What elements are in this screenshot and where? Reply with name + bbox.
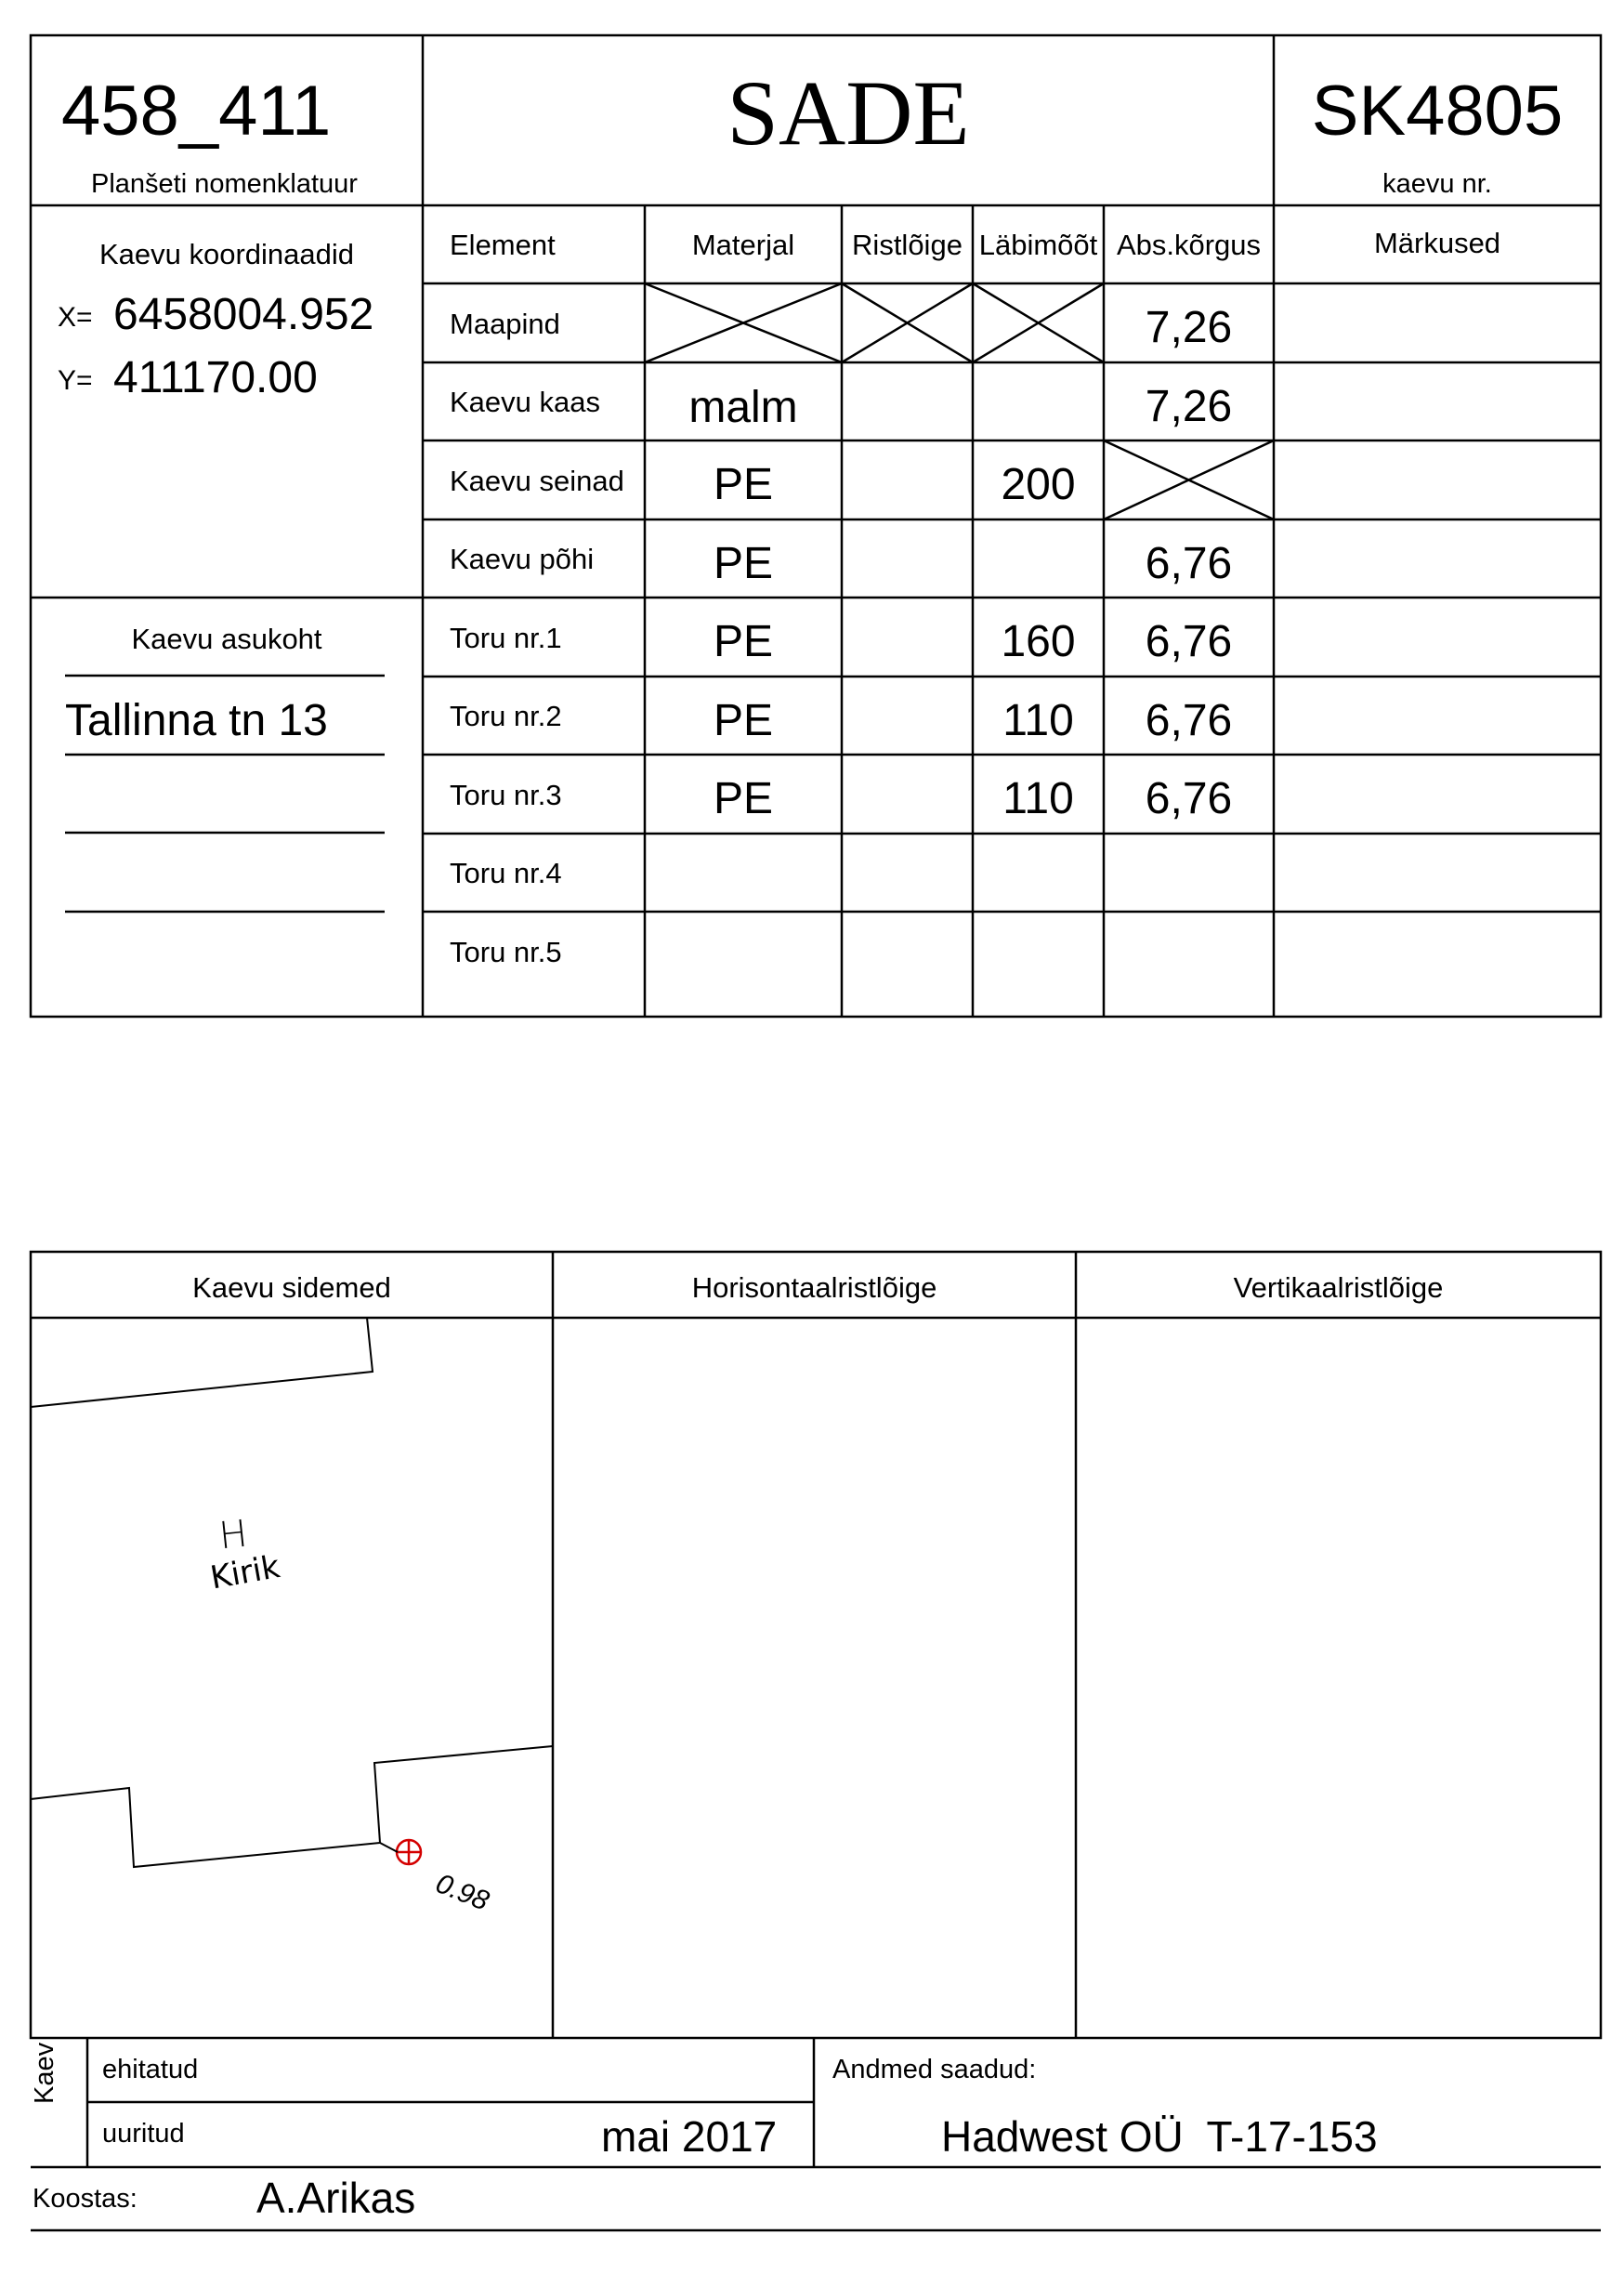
source-value: Hadwest OÜ T-17-153 [941,2112,1378,2161]
row-element: Maapind [450,308,560,340]
well-number: SK4805 [1311,72,1564,151]
map-building-label: Kirik [207,1548,283,1597]
section-header-horizontal: Horisontaalristlõige [691,1271,937,1304]
surveyed-label: uuritud [102,2119,185,2149]
row-abs: 7,26 [1145,382,1233,431]
row-element: Toru nr.4 [450,857,562,889]
x-value: 6458004.952 [113,290,374,339]
row-element: Toru nr.1 [450,622,562,654]
row-abs: 7,26 [1145,303,1233,352]
row-diameter: 200 [1001,460,1076,509]
row-element: Toru nr.2 [450,700,562,732]
y-label: Y= [58,365,93,396]
page-title: SADE [727,61,970,164]
col-header-material: Materjal [691,229,795,261]
row-abs: 6,76 [1145,539,1233,588]
row-diameter: 110 [1002,774,1074,823]
row-diameter: 160 [1001,617,1076,666]
source-label: Andmed saadud: [832,2055,1037,2084]
row-material: PE [713,617,774,666]
author-label: Koostas: [33,2184,138,2214]
col-header-diameter: Läbimõõt [978,229,1098,261]
coords-label: Kaevu koordinaadid [98,238,355,270]
location-label: Kaevu asukoht [131,623,322,655]
col-header-notes: Märkused [1373,227,1501,259]
row-abs: 6,76 [1145,696,1233,745]
row-element: Toru nr.3 [450,779,562,811]
map-building-symbol: H [216,1512,250,1558]
row-material: PE [713,696,774,745]
row-element: Kaevu põhi [450,543,595,575]
footer-side-label: Kaev [30,2042,59,2104]
sheet-code: 458_411 [61,72,332,151]
row-material: PE [713,460,774,509]
row-material: malm [688,383,798,432]
section-header-links: Kaevu sidemed [192,1271,391,1304]
row-material: PE [713,774,774,823]
row-material: PE [713,539,774,588]
building-outline [31,1318,553,1867]
x-label: X= [58,302,93,333]
row-element: Toru nr.5 [450,936,562,968]
row-abs: 6,76 [1145,774,1233,823]
col-header-abs: Abs.kõrgus [1116,229,1262,261]
col-header-section: Ristlõige [852,229,963,261]
row-element: Kaevu seinad [450,465,624,497]
col-header-element: Element [450,229,556,261]
author-value: A.Arikas [256,2174,416,2222]
built-label: ehitatud [102,2055,199,2084]
well-marker [397,1840,421,1864]
section-header-vertical: Vertikaalristlõige [1233,1271,1444,1304]
location-line-1: Tallinna tn 13 [65,696,328,745]
surveyed-date: mai 2017 [601,2112,778,2161]
y-value: 411170.00 [113,353,318,402]
well-number-label: kaevu nr. [1382,169,1492,199]
row-diameter: 110 [1002,696,1074,745]
map-distance: 0.98 [431,1868,493,1917]
sheet-label: Planšeti nomenklatuur [91,169,358,199]
row-element: Kaevu kaas [450,386,600,418]
row-abs: 6,76 [1145,617,1233,666]
